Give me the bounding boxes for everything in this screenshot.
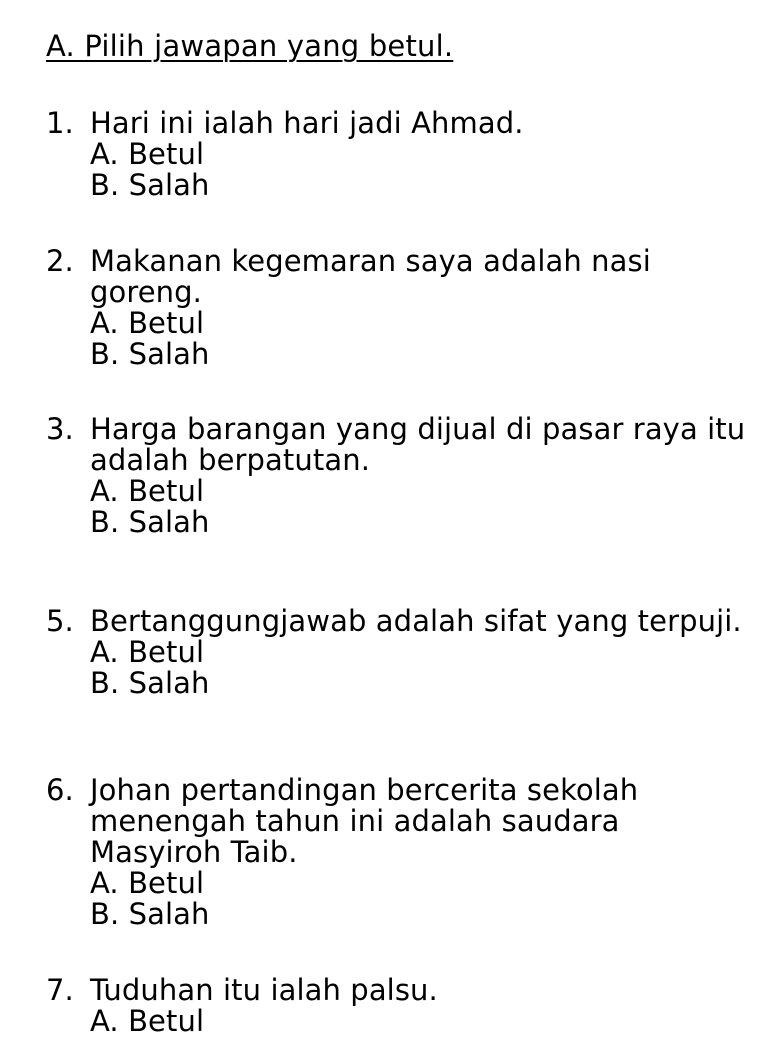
question-text: Makanan kegemaran saya adalah nasi goreng. [90,244,651,309]
option-a: A. Betul [90,474,205,508]
question-7 [46,975,746,1037]
question-body [90,975,746,1037]
question-number: 3. [46,412,74,446]
question-row [46,606,746,699]
question-text: Hari ini ialah hari jadi Ahmad. [90,106,524,140]
option-a: A. Betul [90,306,205,340]
question-body [90,606,746,699]
question-body [90,414,746,538]
option-a: A. Betul [90,635,205,669]
question-row [46,108,746,201]
question-text: Harga barangan yang dijual di pasar raya itu adalah berpatutan. [90,412,746,477]
section-heading: A. Pilih jawapan yang betul. [46,29,454,63]
question-2 [46,246,746,370]
option-b: B. Salah [90,337,210,371]
question-6 [46,775,746,930]
question-3 [46,414,746,538]
question-1 [46,108,746,201]
question-5 [46,606,746,699]
question-body [90,108,746,201]
question-number: 1. [46,106,74,140]
question-row [46,775,746,930]
option-a: A. Betul [90,866,205,900]
option-b: B. Salah [90,505,210,539]
question-row [46,414,746,538]
question-number: 6. [46,773,74,807]
question-number: 2. [46,244,74,278]
option-b: B. Salah [90,168,210,202]
question-body [90,246,746,370]
option-b: B. Salah [90,897,210,931]
question-row [46,246,746,370]
question-number: 7. [46,973,74,1007]
question-row [46,975,746,1037]
option-a: A. Betul [90,1004,205,1038]
question-text: Bertanggungjawab adalah sifat yang terpuji. [90,604,742,638]
option-b: B. Salah [90,666,210,700]
question-body [90,775,746,930]
question-number: 5. [46,604,74,638]
question-text: Johan pertandingan bercerita sekolah menengah tahun ini adalah saudara Masyiroh Taib. [90,773,639,869]
question-text: Tuduhan itu ialah palsu. [90,973,438,1007]
option-a: A. Betul [90,137,205,171]
